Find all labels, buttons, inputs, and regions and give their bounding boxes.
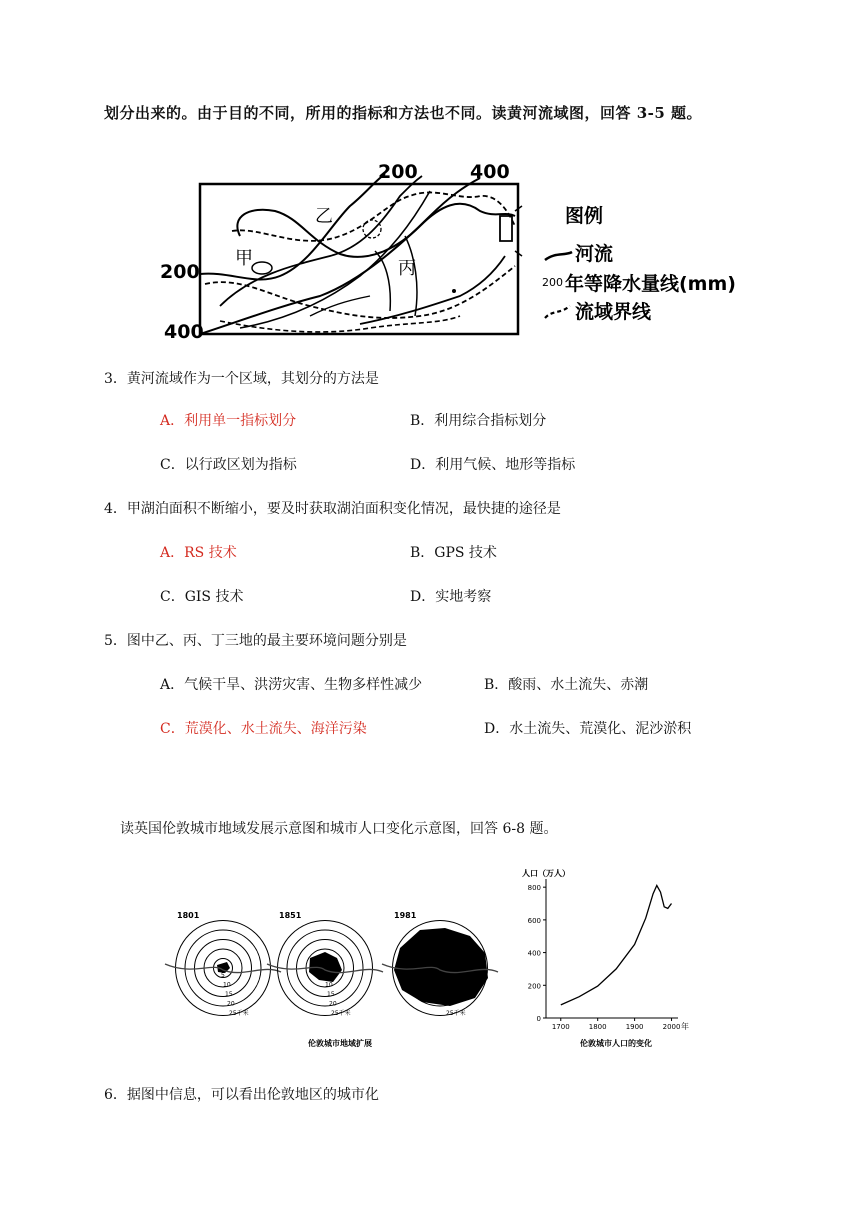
q6-stem: 6．据图中信息，可以看出伦敦地区的城市化 [104,1087,379,1103]
ring-label: 25千米 [331,1010,351,1017]
ring-label: 15 [327,991,335,998]
y-tick-label: 0 [536,1015,541,1023]
chart-xlabel: 年 [681,1022,689,1031]
q5-option-c[interactable]: C．荒漠化、水土流失、海洋污染 [160,721,367,737]
yellow-river-map [160,156,736,346]
london-map-1981 [382,911,498,1017]
q5-option-b[interactable]: B．酸雨、水土流失、赤潮 [484,677,649,693]
contour-label-200-top: 200 [378,161,418,183]
ring-label: 10 [223,981,231,989]
q5-stem: 5．图中乙、丙、丁三地的最主要环境问题分别是 [104,633,407,649]
y-tick-label: 200 [527,982,541,991]
q3-option-a[interactable]: A．利用单一指标划分 [160,413,297,429]
x-tick-label: 1800 [588,1023,607,1031]
ring-label: 20 [444,1000,452,1008]
q4-option-d[interactable]: D．实地考察 [410,589,492,605]
x-tick-label: 1900 [625,1023,644,1031]
london-map-1801 [165,911,281,1017]
urban-area [394,928,488,1006]
y-tick-label: 800 [527,884,541,893]
ring-label: 15 [442,991,450,998]
place-jia: 甲 [235,248,253,269]
q3-option-d[interactable]: D．利用气候、地形等指标 [410,457,576,473]
q5-option-d[interactable]: D．水土流失、荒漠化、泥沙淤积 [484,721,692,737]
london-map-1851 [267,911,383,1017]
population-line [561,886,672,1005]
legend-river-symbol [545,252,572,260]
q4-stem: 4．甲湖泊面积不断缩小，要及时获取湖泊面积变化情况，最快捷的途径是 [104,501,561,517]
ring-label: 25千米 [446,1010,466,1017]
legend-title: 图例 [565,205,604,227]
legend-isohyet-prefix: 200 [542,276,563,289]
population-chart [518,865,698,1050]
y-tick-label: 400 [527,949,541,958]
intro-text-2: 读英国伦敦城市地域发展示意图和城市人口变化示意图，回答 6-8 题。 [120,821,558,837]
year-label: 1801 [177,911,200,920]
chart-ylabel: 人口（万人） [522,869,570,878]
legend-boundary-label: 流域界线 [575,301,652,323]
ring-label: 15 [225,991,233,998]
q4-option-c[interactable]: C．GIS 技术 [160,589,244,605]
contour-label-400-left: 400 [164,321,204,343]
q4-option-b[interactable]: B．GPS 技术 [410,545,497,561]
ring-label: 20 [227,1000,235,1008]
legend-isohyet-label: 年等降水量线(mm) [565,273,736,295]
x-tick-label: 1700 [551,1023,570,1031]
legend-boundary-symbol [545,306,570,318]
q4-option-a[interactable]: A．RS 技术 [160,545,237,561]
contour-label-200-left: 200 [160,261,200,283]
ring-label: 5 [221,972,225,979]
ring-label: 20 [329,1000,337,1008]
place-bing: 丙 [398,258,416,279]
ring-label: 10 [325,981,333,989]
year-label: 1851 [279,911,302,920]
ring-label: 5 [438,972,442,979]
london-maps-caption: 伦敦城市地域扩展 [308,1039,372,1048]
place-yi: 乙 [315,206,333,227]
ring-label: 25千米 [229,1010,249,1017]
q3-option-c[interactable]: C．以行政区划为指标 [160,457,297,473]
q3-stem: 3．黄河流域作为一个区域，其划分的方法是 [104,371,379,387]
intro-text: 划分出来的。由于目的不同，所用的指标和方法也不同。读黄河流域图，回答 3-5 题。 [104,104,703,122]
q5-option-a[interactable]: A．气候干旱、洪涝灾害、生物多样性减少 [160,677,423,693]
x-tick-label: 2000 [662,1023,681,1031]
chart-caption: 伦敦城市人口的变化 [580,1039,652,1048]
y-tick-label: 600 [527,916,541,925]
ring-label: 10 [440,981,448,989]
year-label: 1981 [394,911,417,920]
q3-option-b[interactable]: B．利用综合指标划分 [410,413,547,429]
legend-river-label: 河流 [575,243,614,265]
ring-label: 5 [323,972,327,979]
contour-label-400-top: 400 [470,161,510,183]
london-expansion-maps [165,880,525,1050]
